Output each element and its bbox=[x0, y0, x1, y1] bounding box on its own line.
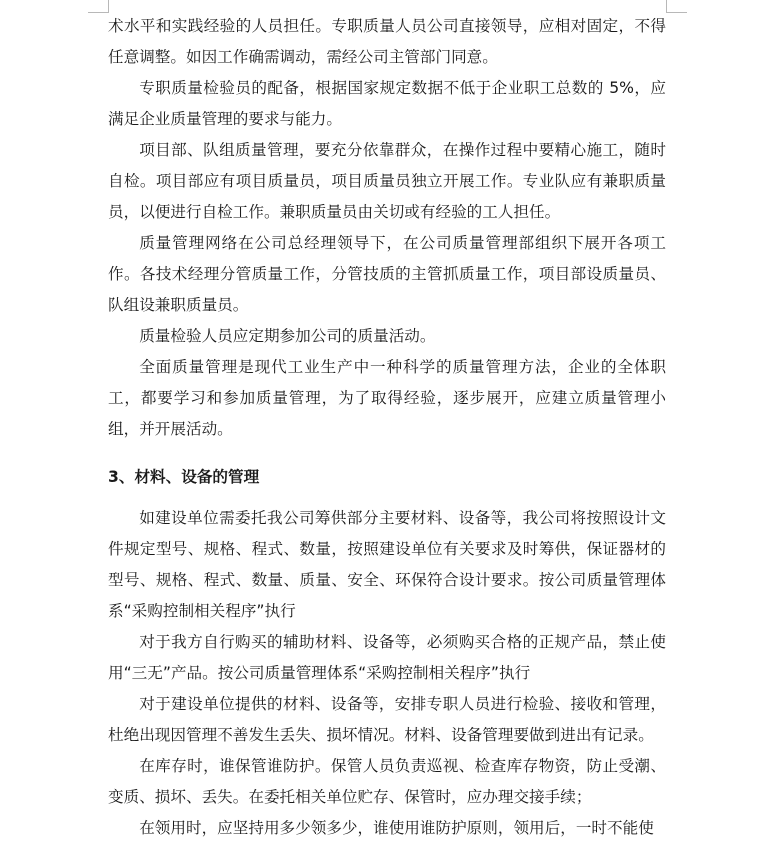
paragraph: 对于我方自行购买的辅助材料、设备等，必须购买合格的正规产品，禁止使用“三无”产品。按公司质量管理体系“采购控制相关程序”执行 bbox=[108, 633, 666, 682]
paragraph: 质量检验人员应定期参加公司的质量活动。 bbox=[139, 327, 436, 345]
paragraph: 如建设单位需委托我公司筹供部分主要材料、设备等，我公司将按照设计文件规定型号、规格、程式、数量，按照建设单位有关要求及时筹供，保证器材的型号、规格、程式、数量、质量、安全、环保符合设计要求。按公司质量管理体系“采购控制相关程序”执行 bbox=[108, 509, 666, 620]
paragraph: 专职质量检验员的配备，根据国家规定数据不低于企业职工总数的 5%，应满足企业质量管理的要求与能力。 bbox=[108, 79, 666, 128]
paragraph: 项目部、队组质量管理，要充分依靠群众，在操作过程中要精心施工，随时自检。项目部应有项目质量员，项目质量员独立开展工作。专业队应有兼职质量员，以便进行自检工作。兼职质量员由关切或有经验的工人担任。 bbox=[108, 141, 666, 221]
page-corner-mark-left bbox=[88, 0, 109, 13]
paragraph: 质量管理网络在公司总经理领导下，在公司质量管理部组织下展开各项工作。各技术经理分管质量工作，分管技质的主管抓质量工作，项目部设质量员、队组设兼职质量员。 bbox=[108, 234, 666, 314]
paragraph: 全面质量管理是现代工业生产中一种科学的质量管理方法，企业的全体职工，都要学习和参加质量管理，为了取得经验，逐步展开，应建立质量管理小组，并开展活动。 bbox=[108, 358, 666, 438]
section-heading: 3、材料、设备的管理 bbox=[108, 468, 260, 486]
paragraph: 在领用时，应坚持用多少领多少，谁使用谁防护原则，领用后，一时不能使 bbox=[139, 819, 654, 837]
paragraph: 在库存时，谁保管谁防护。保管人员负责巡视、检查库存物资，防止受潮、变质、损坏、丢失。在委托相关单位贮存、保管时，应办理交接手续； bbox=[108, 757, 666, 806]
paragraph-continued: 术水平和实践经验的人员担任。专职质量人员公司直接领导，应相对固定，不得任意调整。如因工作确需调动，需经公司主管部门同意。 bbox=[108, 17, 666, 66]
document-body bbox=[108, 11, 666, 844]
paragraph: 对于建设单位提供的材料、设备等，安排专职人员进行检验、接收和管理，杜绝出现因管理不善发生丢失、损坏情况。材料、设备管理要做到进出有记录。 bbox=[108, 695, 666, 744]
page-corner-mark-right bbox=[666, 0, 687, 13]
